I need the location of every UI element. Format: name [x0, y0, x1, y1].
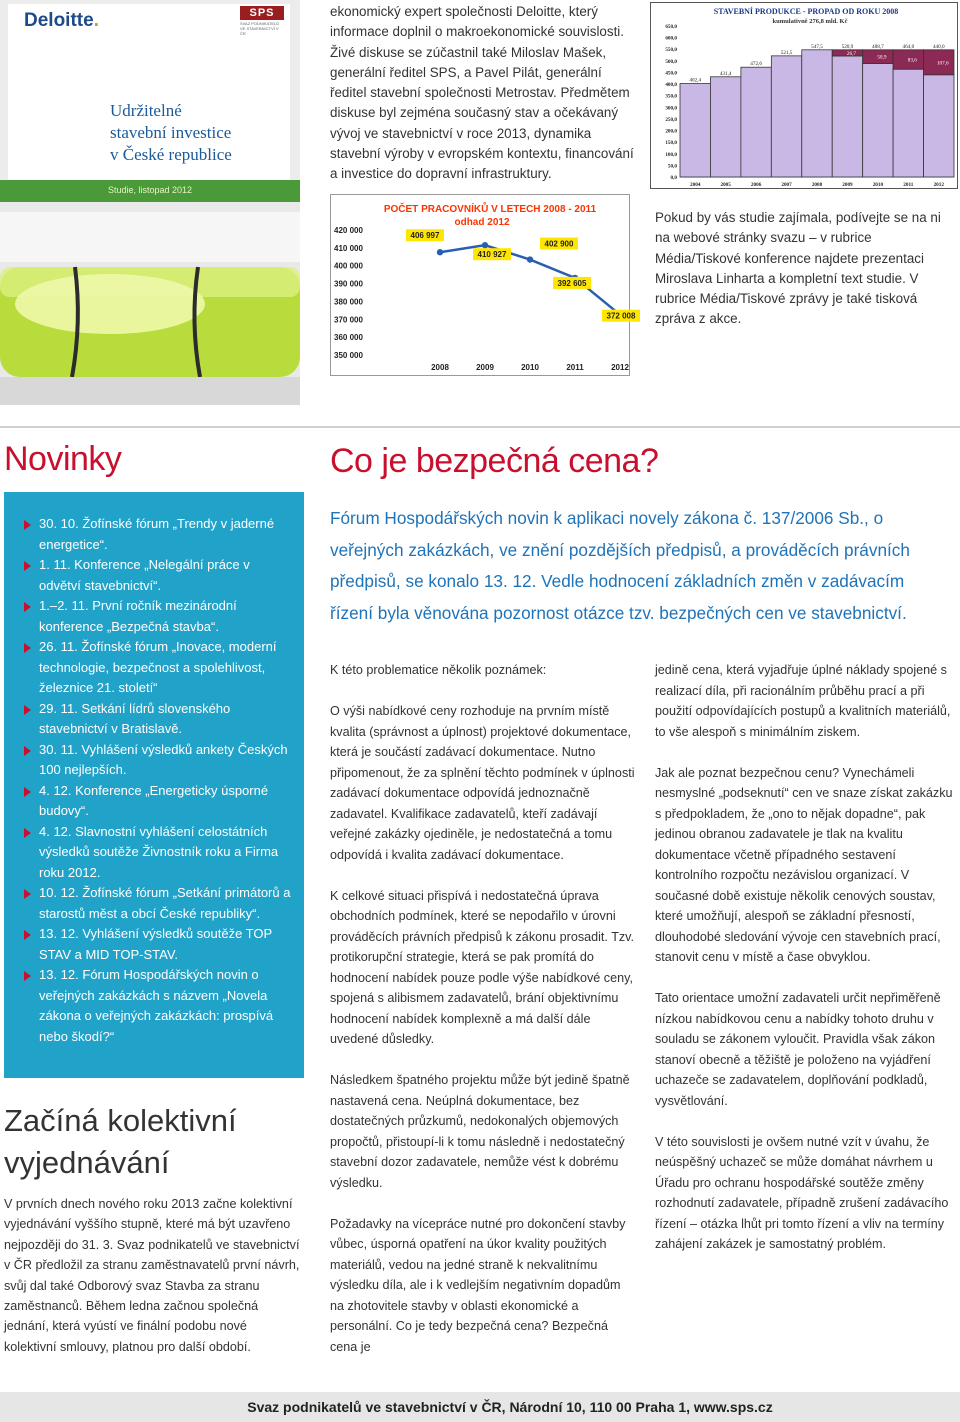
production-bar [771, 56, 801, 177]
x-tick-label: 2005 [720, 182, 731, 188]
article-column-right [655, 660, 955, 1275]
production-bar [893, 69, 923, 177]
sps-logo: SPS [240, 6, 284, 20]
production-bar [802, 50, 832, 177]
data-label: 410 927 [477, 250, 507, 260]
triangle-bullet-icon [24, 930, 31, 940]
x-tick-label: 2008 [431, 363, 449, 372]
bar-value-label: 520,9 [841, 43, 854, 50]
news-item [24, 555, 294, 596]
sps-logo-box [240, 6, 284, 36]
x-tick-label: 2011 [566, 363, 584, 372]
y-tick-label: 400,0 [665, 82, 677, 89]
article-paragraph: O výši nabídkové ceny rozhoduje na prvním místě kvalita (správnost a úplnost) projektové dokumentace, která je součástí zadávací dokumentace. Nutno připomenout, že za splnění těchto podmínek v úplnosti zadávací dokumentace odpovídá jednoznačně zadavatel. Kvalifikace zadavatelů, kteří zadávají veřejné zakázky ojediněle, je nedostatečná a tomu odpovídá i kvalita zadávací dokumentace. [330, 704, 635, 862]
production-chart [650, 2, 958, 189]
x-tick-label: 2009 [842, 182, 853, 188]
y-tick-label: 200,0 [665, 128, 677, 135]
x-tick-label: 2007 [781, 182, 792, 188]
bar-value-label: 547,5 [811, 43, 823, 50]
production-bar [741, 67, 771, 177]
y-tick-label: 390 000 [334, 279, 363, 289]
chart-subtitle: odhad 2012 [454, 217, 510, 228]
kolektivni-text: V prvních dnech nového roku 2013 začne kolektivní vyjednávání vyššího stupně, které má být uzavřeno nejpozději do 31. 3. Svaz podnikatelů ve stavebnictví v ČR předložil za stranu zaměstnavatelů první návrh, svůj dal také Odborový svaz Stavba za stranu zaměstnanců. Během ledna začnou společná jednání, která vyústí ve finální podobu nové kolektivní smlouvy, platnou pro další období. [4, 1197, 300, 1354]
triangle-bullet-icon [24, 889, 31, 899]
y-tick-label: 350 000 [334, 351, 363, 360]
x-tick-label: 2008 [811, 182, 823, 188]
bar-value-label: 472,6 [750, 61, 762, 68]
article-lead: Fórum Hospodářských novin k aplikaci novely zákona č. 137/2006 Sb., o veřejných zakázkách, ve znění pozdějších předpisů, a prováděcích právních předpisů, se konalo 13. 12. Vedle hodnocení základních změn v zadávacím řízení byla věnována pozornost otázce tzv. bezpečných cen ve stavebnictví. [330, 508, 910, 623]
data-point [437, 249, 443, 255]
x-tick-label: 2009 [476, 363, 494, 372]
triangle-bullet-icon [24, 643, 31, 653]
news-item-text: 29. 11. Setkání lídrů slovenského stavebnictví v Bratislavě. [39, 700, 231, 736]
article-paragraph: Následkem špatného projektu může být jedině špatně nastavená cena. Neúplná dokumentace, bez dostatečných průzkumů, nedokonalých objemových propočtů, přistoupí-li k tomu následně i nedostatečný stavební dozor zadavatele, nemůže vést k dobrému výsledku. [330, 1073, 630, 1190]
cover-title: Udržitelné stavební investice v České republice [110, 101, 232, 164]
news-item-text: 4. 12. Slavnostní vyhlášení celostátních výsledků soutěže Živnostník roku a Firma roku 2012. [39, 823, 279, 880]
y-tick-label: 100,0 [665, 151, 677, 158]
cover-image [0, 0, 300, 405]
news-item [24, 596, 294, 637]
decline-value-label: 83,6 [907, 57, 917, 64]
production-bar [680, 84, 710, 177]
sps-tagline: SVAZ PODNIKATELŮ VE STAVEBNICTVÍ V ČR [240, 21, 280, 36]
chart-title: STAVEBNÍ PRODUKCE - PROPAD OD ROKU 2008 [713, 7, 899, 16]
article-paragraph: jedině cena, která vyjadřuje úplné náklady spojené s realizací díla, při racionálním průběhu prací a při použití odpovídajících postupů a kvalitních materiálů, to vše alespoň s minimálním ziskem. [655, 663, 951, 739]
x-tick-label: 2010 [521, 363, 539, 372]
data-label: 406 997 [410, 231, 440, 241]
news-item-text: 26. 11. Žofínské fórum „Inovace, moderní technologie, bezpečnost a spolehlivost, železnice 21. století“ [39, 639, 277, 695]
data-point [482, 242, 488, 248]
news-item-text: 13. 12. Fórum Hospodářských novin o veřejných zakázkách s názvem „Novela zákona o veřejných zakázkách: prospívá nebo škodí?“ [39, 967, 274, 1044]
news-item-text: 1.–2. 11. První ročník mezinárodní konference „Bezpečná stavba“. [39, 598, 237, 634]
kolektivni-heading: Začíná kolektivní vyjednávání [4, 1103, 237, 1180]
news-box [4, 492, 304, 1078]
cover-date: Studie, listopad 2012 [108, 185, 193, 195]
y-tick-label: 410 000 [334, 243, 363, 253]
chart-title: POČET PRACOVNÍKŮ V LETECH 2008 - 2011 [383, 204, 597, 215]
data-label: 392 605 [557, 278, 587, 288]
decline-value-label: 107,6 [936, 60, 949, 67]
news-item-text: 30. 10. Žofínské fórum „Trendy v jaderné energetice“. [39, 516, 275, 552]
intro-text: ekonomický expert společnosti Deloitte, který informace doplnil o makroekonomické souvislosti. Živé diskuse se zúčastnil také Miloslav Mašek, generální ředitel SPS, a Pavel Pilát, generální ředitel stavební společnosti Metrostav. Předmětem diskuse byl zejména současný stav a očekávaný vývoj ve stavebnictví v roce 2013, dynamika stavební výroby v evropském kontextu, financování a investice do dopravní infrastruktury. [330, 4, 634, 182]
article-paragraph: K celkové situaci přispívá i nedostatečná úprava obchodních podmínek, které se nepodařilo v úrovni prováděcích právních předpisů k zákonu prosadit. Tzv. protikorupční strategie, která se pak promítá do hodnocení nabídek pouze podle výše nabídkové ceny, spojená s alibismem zadavatelů, brání objektivnímu hodnocení nabídek komplexně a má další dále uvedené důsledky. [330, 888, 635, 1046]
news-item-text: 10. 12. Žofínské fórum „Setkání primátorů a starostů měst a obcí České republiky“. [39, 885, 291, 921]
production-bar [832, 56, 862, 177]
y-tick-label: 0,0 [670, 175, 677, 181]
y-tick-label: 550,0 [665, 47, 677, 54]
bar-value-label: 488,7 [872, 43, 884, 50]
article-paragraph: Požadavky na vícepráce nutné pro dokončení stavby vůbec, úsporná opatření na úkor kvality použitých materiálů, vedou na jedné straně k nekvalitnímu výsledku díla, ale i k vedlejším negativním dopadům na zhotovitele stavby v oblasti ekonomické a personální. Co je tedy bezpečná cena? Bezpečná cena je [330, 1216, 626, 1354]
y-tick-label: 250,0 [665, 116, 677, 123]
y-tick-label: 350,0 [665, 93, 677, 100]
y-tick-label: 360 000 [334, 333, 363, 343]
y-tick-label: 420 000 [334, 226, 363, 235]
triangle-bullet-icon [24, 971, 31, 981]
news-item [24, 781, 294, 822]
article-column-middle [330, 660, 635, 1378]
y-tick-label: 370 000 [334, 315, 363, 325]
novinky-heading: Novinky [4, 440, 122, 478]
bar-value-label: 521,5 [780, 49, 793, 56]
y-tick-label: 50,0 [667, 163, 677, 170]
news-item-text: 1. 11. Konference „Nelegální práce v odvětví stavebnictví“. [39, 557, 250, 593]
triangle-bullet-icon [24, 787, 31, 797]
production-bar [924, 75, 954, 177]
article-paragraph: Tato orientace umožní zadavateli určit nepřiměřeně nízkou nabídkovou cenu a nabídky tohoto druhu v souladu se zákonem vyloučit. Pravidla však zákon stanoví obecně a těžiště je položeno na vyjádření uchazeče se zadavatelem, doplňování podkladů, vysvětlování. [655, 991, 941, 1108]
x-tick-label: 2010 [872, 182, 884, 188]
news-item [24, 637, 294, 699]
news-item [24, 514, 294, 555]
bar-value-label: 431,4 [719, 70, 732, 77]
article-paragraph: Jak ale poznat bezpečnou cenu? Vynechámeli nesmyslné „podseknutí“ cen ve snaze získat zakázku s předpokladem, že „ono to nějak dopadne“, pak jedinou obranou zadavatele je tlak na kvalitu dokumentace včetně případného sestavení kontrolního rozpočtu nezávislou organizací. V současné době existuje několik cenových soustav, které umožňují, alespoň se základní přesností, dlouhodobé sledování vývoje cen stavebních prací, stanovit cenu v místě a čase obvyklou. [655, 765, 953, 964]
news-item [24, 822, 294, 884]
y-tick-label: 500,0 [665, 58, 677, 65]
news-item [24, 699, 294, 740]
data-label: 372 008 [606, 311, 636, 321]
y-tick-label: 450,0 [665, 70, 677, 77]
article-paragraph: V této souvislosti je ovšem nutné vzít v úvahu, že neúspěšný uchazeč se může domáhat návrhem u Úřadu pro ochranu hospodářské soutěže změny rozhodnutí zadavatele, případně zrušení zadávacího řízení – otázka lhůt pri tomto řízení a vliv na termíny zahájení zakázek je samostatný problém. [655, 1134, 949, 1251]
x-tick-label: 2006 [750, 182, 762, 188]
triangle-bullet-icon [24, 705, 31, 715]
y-tick-label: 300,0 [665, 105, 677, 112]
bar-value-label: 402,4 [689, 77, 702, 84]
bar-value-label: 440,0 [932, 43, 945, 50]
workers-chart [330, 194, 636, 376]
triangle-bullet-icon [24, 561, 31, 571]
data-label: 402 900 [544, 239, 574, 249]
news-item [24, 883, 294, 924]
y-tick-label: 600,0 [665, 35, 677, 42]
decline-value-label: 58,9 [877, 54, 887, 61]
chart-subtitle: kumulativně 276,8 mld. Kč [772, 18, 848, 25]
y-tick-label: 650,0 [665, 24, 677, 30]
x-tick-label: 2004 [690, 182, 701, 188]
page-footer: Svaz podnikatelů ve stavebnictví v ČR, Národní 10, 110 00 Praha 1, www.sps.cz [0, 1392, 960, 1422]
study-reference-text: Pokud by vás studie zajímala, podívejte se na ni na webové stránky svazu – v rubrice Média/Tiskové konference najdete prezentaci Miroslava Linharta a kompletní text studie. V rubrice Média/Tiskové zprávy je také tisková zpráva z akce. [655, 210, 941, 327]
news-item-text: 4. 12. Konference „Energeticky úsporné budovy“. [39, 782, 269, 818]
triangle-bullet-icon [24, 828, 31, 838]
bar-value-label: 464,0 [902, 43, 915, 50]
news-item [24, 740, 294, 781]
data-point [527, 256, 533, 262]
triangle-bullet-icon [24, 520, 31, 530]
section-divider [0, 426, 960, 428]
y-tick-label: 380 000 [334, 297, 363, 307]
y-tick-label: 400 000 [334, 261, 363, 271]
triangle-bullet-icon [24, 746, 31, 756]
article-paragraph: K této problematice několik poznámek: [330, 663, 547, 677]
triangle-bullet-icon [24, 602, 31, 612]
spirit-level-photo [0, 202, 300, 405]
production-bar [710, 77, 740, 177]
deloitte-logo: Deloitte. [24, 10, 99, 31]
y-tick-label: 150,0 [665, 140, 677, 147]
x-tick-label: 2012 [933, 182, 944, 188]
news-item [24, 924, 294, 965]
bezpecna-cena-heading: Co je bezpečná cena? [330, 442, 659, 480]
news-item-text: 13. 12. Vyhlášení výsledků soutěže TOP STAV a MID TOP-STAV. [39, 926, 272, 962]
x-tick-label: 2011 [903, 182, 914, 188]
decline-value-label: 26,7 [846, 50, 856, 57]
x-tick-label: 2012 [611, 363, 629, 372]
news-item-text: 30. 11. Vyhlášení výsledků ankety Českých 100 nejlepších. [39, 741, 288, 777]
news-item [24, 965, 294, 1047]
production-bar [863, 63, 893, 177]
